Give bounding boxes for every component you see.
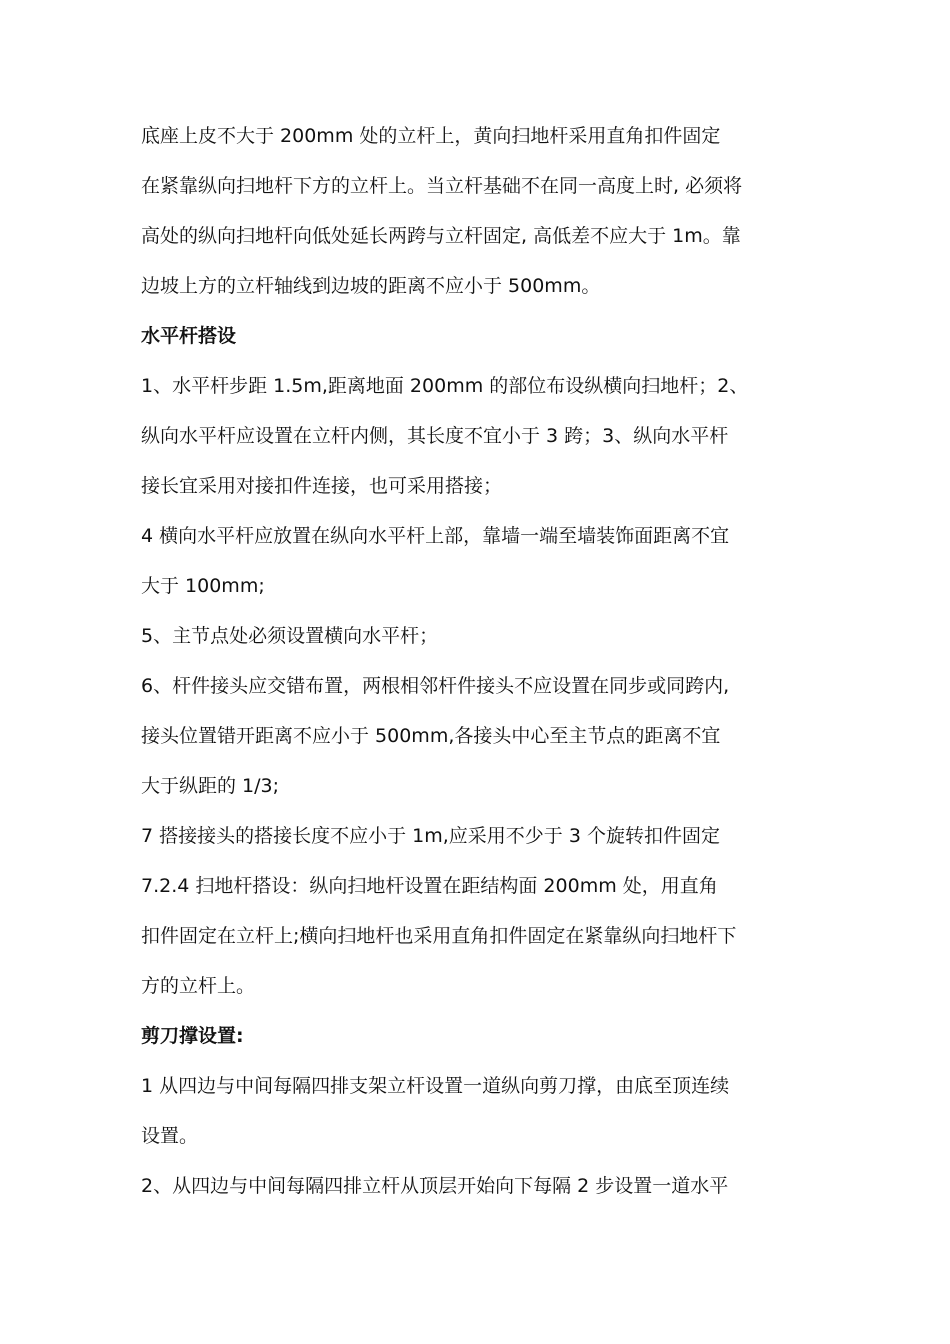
text-line-15: 7 搭接接头的搭接长度不应小于 1m,应采用不少于 3 个旋转扣件固定 bbox=[141, 825, 720, 847]
text-line-12: 6、杆件接头应交错布置，两根相邻杆件接头不应设置在同步或同跨内, bbox=[141, 675, 730, 697]
text-line-22: 2、从四边与中间每隔四排立杆从顶层开始向下每隔 2 步设置一道水平 bbox=[141, 1175, 729, 1197]
text-line-1: 底座上皮不大于 200mm 处的立杆上，黄向扫地杆采用直角扣件固定 bbox=[141, 125, 721, 147]
text-line-17: 扣件固定在立杆上;横向扫地杆也采用直角扣件固定在紧靠纵向扫地杆下 bbox=[141, 925, 737, 947]
text-line-16: 7.2.4 扫地杆搭设：纵向扫地杆设置在距结构面 200mm 处，用直角 bbox=[141, 875, 718, 897]
text-line-4: 边坡上方的立杆轴线到边坡的距离不应小于 500mm。 bbox=[141, 275, 601, 297]
section-heading-horizontal-bars: 水平杆搭设 bbox=[141, 325, 237, 347]
text-line-20: 1 从四边与中间每隔四排支架立杆设置一道纵向剪刀撑，由底至顶连续 bbox=[141, 1075, 730, 1097]
text-line-11: 5、主节点处必须设置横向水平杆； bbox=[141, 625, 439, 647]
text-line-7: 纵向水平杆应设置在立杆内侧，其长度不宜小于 3 跨；3、纵向水平杆 bbox=[141, 425, 729, 447]
text-line-3: 高处的纵向扫地杆向低处延长两跨与立杆固定, 高低差不应大于 1m。靠 bbox=[141, 225, 741, 247]
text-line-10: 大于 100mm; bbox=[141, 575, 265, 597]
text-line-2: 在紧靠纵向扫地杆下方的立杆上。当立杆基础不在同一高度上时, 必须将 bbox=[141, 175, 743, 197]
section-heading-scissor-braces: 剪刀撑设置: bbox=[141, 1025, 244, 1047]
text-line-9: 4 横向水平杆应放置在纵向水平杆上部，靠墙一端至墙装饰面距离不宜 bbox=[141, 525, 730, 547]
text-line-21: 设置。 bbox=[141, 1125, 199, 1147]
document-body bbox=[141, 111, 831, 1211]
text-line-14: 大于纵距的 1/3; bbox=[141, 775, 280, 797]
text-line-13: 接头位置错开距离不应小于 500mm,各接头中心至主节点的距离不宜 bbox=[141, 725, 721, 747]
text-line-18: 方的立杆上。 bbox=[141, 975, 256, 997]
text-line-6: 1、水平杆步距 1.5m,距离地面 200mm 的部位布设纵横向扫地杆；2、 bbox=[141, 375, 749, 397]
text-line-8: 接长宜采用对接扣件连接，也可采用搭接； bbox=[141, 475, 503, 497]
